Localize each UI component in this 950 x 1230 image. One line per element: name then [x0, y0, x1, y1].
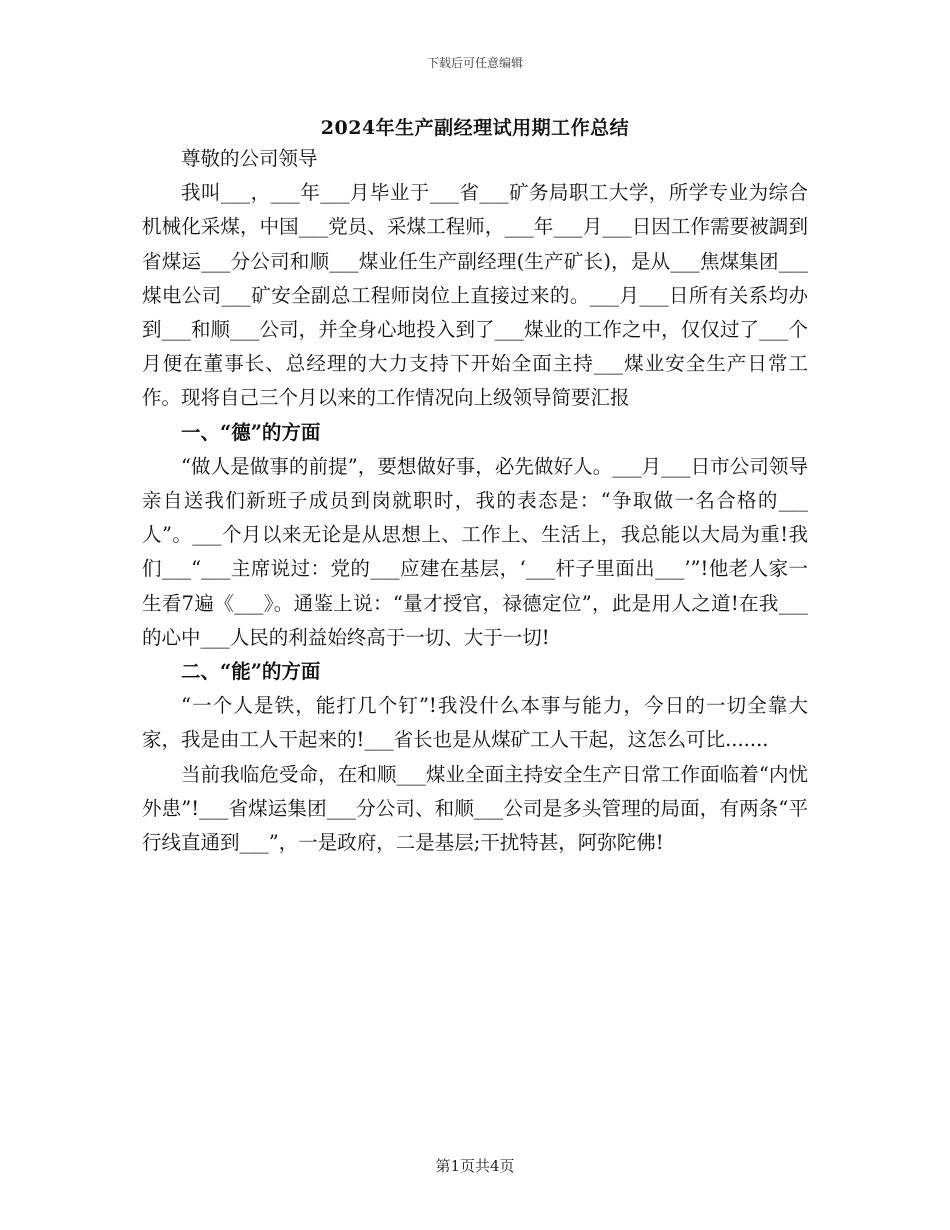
- intro-paragraph: 我叫___，___年___月毕业于___省___矿务局职工大学，所学专业为综合机械化采煤，中国___党员、采煤工程师，___年___月___日因工作需要被調到省煤运___分公司和顺___煤业任生产副经理(生产矿长)，是从___焦煤集团___煤电公司___矿安全副总工程师岗位上直接过来的。___月___日所有关系均办到___和顺___公司，并全身心地投入到了___煤业的工作之中，仅仅过了___个月便在董事长、总经理的大力支持下开始全面主持___煤业安全生产日常工作。现将自己三个月以来的工作情况向上级领导简要汇报: [142, 181, 808, 410]
- page-footer: 第1页共4页: [435, 1157, 515, 1175]
- document-title: 2024年生产副经理试用期工作总结: [320, 117, 630, 139]
- header-note: 下载后可任意编辑: [426, 56, 523, 70]
- document-body: [142, 142, 808, 860]
- salutation: 尊敬的公司领导: [181, 147, 318, 170]
- section-heading-ability: 二、“能”的方面: [181, 660, 321, 684]
- virtue-paragraph: “做人是做事的前提”，要想做好事，必先做好人。___月___日市公司领导亲自送我们新班子成员到岗就职时，我的表态是：“争取做一名合格的___人”。___个月以来无论是从思想上、工作上、生活上，我总能以大局为重!我们___“___主席说过：党的___应建在基层，‘___杆子里面出___’”!他老人家一生看7遍《___》。通鉴上说：“量才授官，禄德定位”，此是用人之道!在我___的心中___人民的利益始终高于一切、大于一切!: [142, 454, 808, 649]
- ability-paragraph: “一个人是铁，能打几个钉”!我没什么本事与能力，今日的一切全靠大家，我是由工人干起来的!___省长也是从煤矿工人干起，这怎么可比.......: [142, 694, 808, 752]
- situation-paragraph: 当前我临危受命，在和顺___煤业全面主持安全生产日常工作面临着“内忧外患”!___省煤运集团___分公司、和顺___公司是多头管理的局面，有两条“平行线直通到___”，一是政府，二是基层;干扰特甚，阿弥陀佛!: [142, 762, 808, 855]
- section-heading-virtue: 一、“德”的方面: [181, 420, 321, 444]
